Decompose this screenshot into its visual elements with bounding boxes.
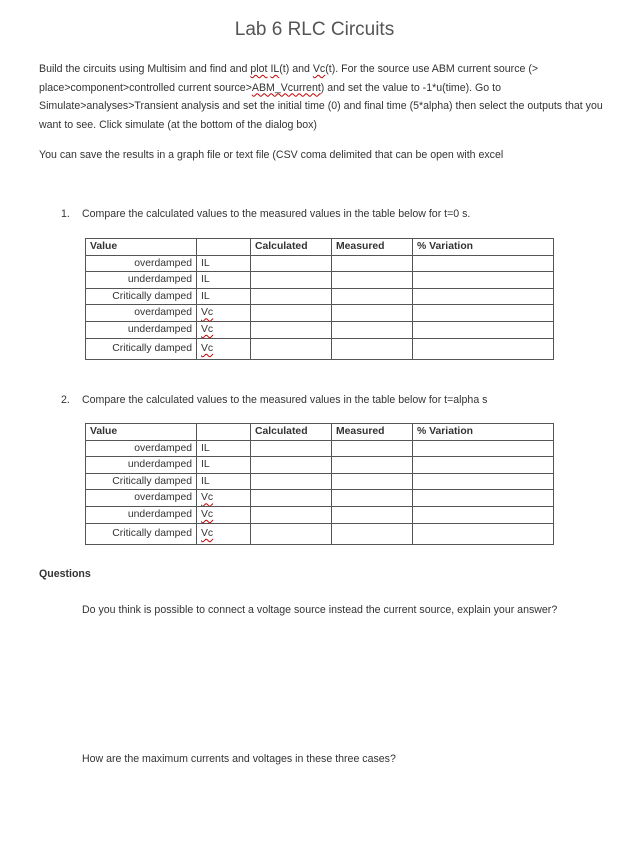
table-row bbox=[86, 506, 554, 523]
save-results-paragraph: You can save the results in a graph file or text file (CSV coma delimited that can be open with excel bbox=[39, 149, 504, 161]
vc-label: Vc bbox=[201, 492, 214, 504]
measured-cell[interactable] bbox=[332, 255, 413, 272]
vc-label: Vc bbox=[201, 527, 214, 539]
section-1-text: Compare the calculated values to the measured values in the table below for t=0 s. bbox=[82, 208, 471, 220]
header-blank bbox=[197, 239, 251, 256]
table-row bbox=[86, 338, 554, 359]
state-cell: Critically damped bbox=[86, 473, 197, 490]
table-row bbox=[86, 490, 554, 507]
variation-cell[interactable] bbox=[413, 457, 554, 474]
variable-cell: IL bbox=[197, 255, 251, 272]
header-measured: Measured bbox=[332, 424, 413, 441]
variable-cell bbox=[197, 490, 251, 507]
section-2-number: 2. bbox=[61, 394, 70, 406]
questions-heading: Questions bbox=[39, 568, 91, 580]
measured-cell[interactable] bbox=[332, 523, 413, 544]
measured-cell[interactable] bbox=[332, 473, 413, 490]
variation-cell[interactable] bbox=[413, 255, 554, 272]
intro-text-3: (t). For the source use ABM current source (> place>component>controlled current source> bbox=[39, 63, 539, 94]
measured-cell[interactable] bbox=[332, 506, 413, 523]
variation-cell[interactable] bbox=[413, 288, 554, 305]
state-cell: Critically damped bbox=[86, 288, 197, 305]
intro-text-4: ) and set the value to -1*u(time). Go to Simulate>analyses>Transient analysis and set the initial time (0) and final time (5*alpha) then select the outputs that you want to see. Click simulate (at the bottom of the dialog box) bbox=[39, 81, 603, 131]
header-value: Value bbox=[86, 239, 197, 256]
calculated-cell[interactable] bbox=[251, 457, 332, 474]
measured-cell[interactable] bbox=[332, 321, 413, 338]
variable-cell bbox=[197, 523, 251, 544]
variable-cell: IL bbox=[197, 457, 251, 474]
calculated-cell[interactable] bbox=[251, 506, 332, 523]
measured-cell[interactable] bbox=[332, 440, 413, 457]
calculated-cell[interactable] bbox=[251, 440, 332, 457]
measured-cell[interactable] bbox=[332, 490, 413, 507]
variable-cell bbox=[197, 305, 251, 322]
table-header-row bbox=[86, 424, 554, 441]
variable-cell bbox=[197, 321, 251, 338]
variable-cell bbox=[197, 338, 251, 359]
state-cell: Critically damped bbox=[86, 338, 197, 359]
variable-cell: IL bbox=[197, 288, 251, 305]
variation-cell[interactable] bbox=[413, 473, 554, 490]
vc-label: Vc bbox=[201, 508, 214, 520]
measured-cell[interactable] bbox=[332, 305, 413, 322]
table-row bbox=[86, 440, 554, 457]
variable-cell: IL bbox=[197, 473, 251, 490]
state-cell: overdamped bbox=[86, 440, 197, 457]
table-row bbox=[86, 321, 554, 338]
calculated-cell[interactable] bbox=[251, 338, 332, 359]
intro-text-1: Build the circuits using Multisim and find and bbox=[39, 63, 251, 75]
variation-cell[interactable] bbox=[413, 440, 554, 457]
calculated-cell[interactable] bbox=[251, 255, 332, 272]
state-cell: overdamped bbox=[86, 305, 197, 322]
table-row bbox=[86, 457, 554, 474]
comparison-table-talpha bbox=[85, 423, 554, 545]
vc-label: Vc bbox=[201, 342, 214, 354]
calculated-cell[interactable] bbox=[251, 321, 332, 338]
page-title: Lab 6 RLC Circuits bbox=[234, 19, 395, 40]
intro-text-2: (t) and bbox=[279, 63, 313, 75]
vc-word: Vc bbox=[312, 63, 326, 75]
calculated-cell[interactable] bbox=[251, 523, 332, 544]
header-blank bbox=[197, 424, 251, 441]
variable-cell: IL bbox=[197, 440, 251, 457]
variation-cell[interactable] bbox=[413, 338, 554, 359]
table-row bbox=[86, 473, 554, 490]
calculated-cell[interactable] bbox=[251, 272, 332, 289]
table-header-row bbox=[86, 239, 554, 256]
state-cell: underdamped bbox=[86, 321, 197, 338]
section-1-number: 1. bbox=[61, 208, 70, 220]
state-cell: underdamped bbox=[86, 457, 197, 474]
table-row bbox=[86, 305, 554, 322]
variation-cell[interactable] bbox=[413, 321, 554, 338]
calculated-cell[interactable] bbox=[251, 305, 332, 322]
abm-word: ABM_Vcurrent bbox=[251, 81, 321, 94]
intro-paragraph bbox=[39, 60, 604, 134]
header-calculated: Calculated bbox=[251, 424, 332, 441]
state-cell: underdamped bbox=[86, 272, 197, 289]
table-row bbox=[86, 272, 554, 289]
table-row bbox=[86, 288, 554, 305]
state-cell: overdamped bbox=[86, 255, 197, 272]
header-variation: % Variation bbox=[413, 239, 554, 256]
section-1-heading bbox=[61, 208, 470, 220]
state-cell: overdamped bbox=[86, 490, 197, 507]
variable-cell: IL bbox=[197, 272, 251, 289]
section-2-text: Compare the calculated values to the measured values in the table below for t=alpha s bbox=[82, 394, 488, 406]
header-variation: % Variation bbox=[413, 424, 554, 441]
variation-cell[interactable] bbox=[413, 305, 554, 322]
variation-cell[interactable] bbox=[413, 523, 554, 544]
comparison-table-t0 bbox=[85, 238, 554, 360]
variation-cell[interactable] bbox=[413, 506, 554, 523]
header-value: Value bbox=[86, 424, 197, 441]
variation-cell[interactable] bbox=[413, 490, 554, 507]
calculated-cell[interactable] bbox=[251, 490, 332, 507]
table-row bbox=[86, 523, 554, 544]
header-measured: Measured bbox=[332, 239, 413, 256]
plot-word: plot bbox=[250, 63, 268, 75]
vc-label: Vc bbox=[201, 307, 214, 319]
variable-cell bbox=[197, 506, 251, 523]
question-voltage-source: Do you think is possible to connect a voltage source instead the current source, explain your answer? bbox=[82, 604, 558, 616]
variation-cell[interactable] bbox=[413, 272, 554, 289]
state-cell: underdamped bbox=[86, 506, 197, 523]
question-maximum-values: How are the maximum currents and voltages in these three cases? bbox=[82, 753, 396, 765]
measured-cell[interactable] bbox=[332, 272, 413, 289]
section-2-heading bbox=[61, 394, 487, 406]
table-row bbox=[86, 255, 554, 272]
measured-cell[interactable] bbox=[332, 338, 413, 359]
calculated-cell[interactable] bbox=[251, 288, 332, 305]
il-word: IL bbox=[270, 63, 280, 75]
measured-cell[interactable] bbox=[332, 457, 413, 474]
state-cell: Critically damped bbox=[86, 523, 197, 544]
header-calculated: Calculated bbox=[251, 239, 332, 256]
calculated-cell[interactable] bbox=[251, 473, 332, 490]
vc-label: Vc bbox=[201, 323, 214, 335]
measured-cell[interactable] bbox=[332, 288, 413, 305]
